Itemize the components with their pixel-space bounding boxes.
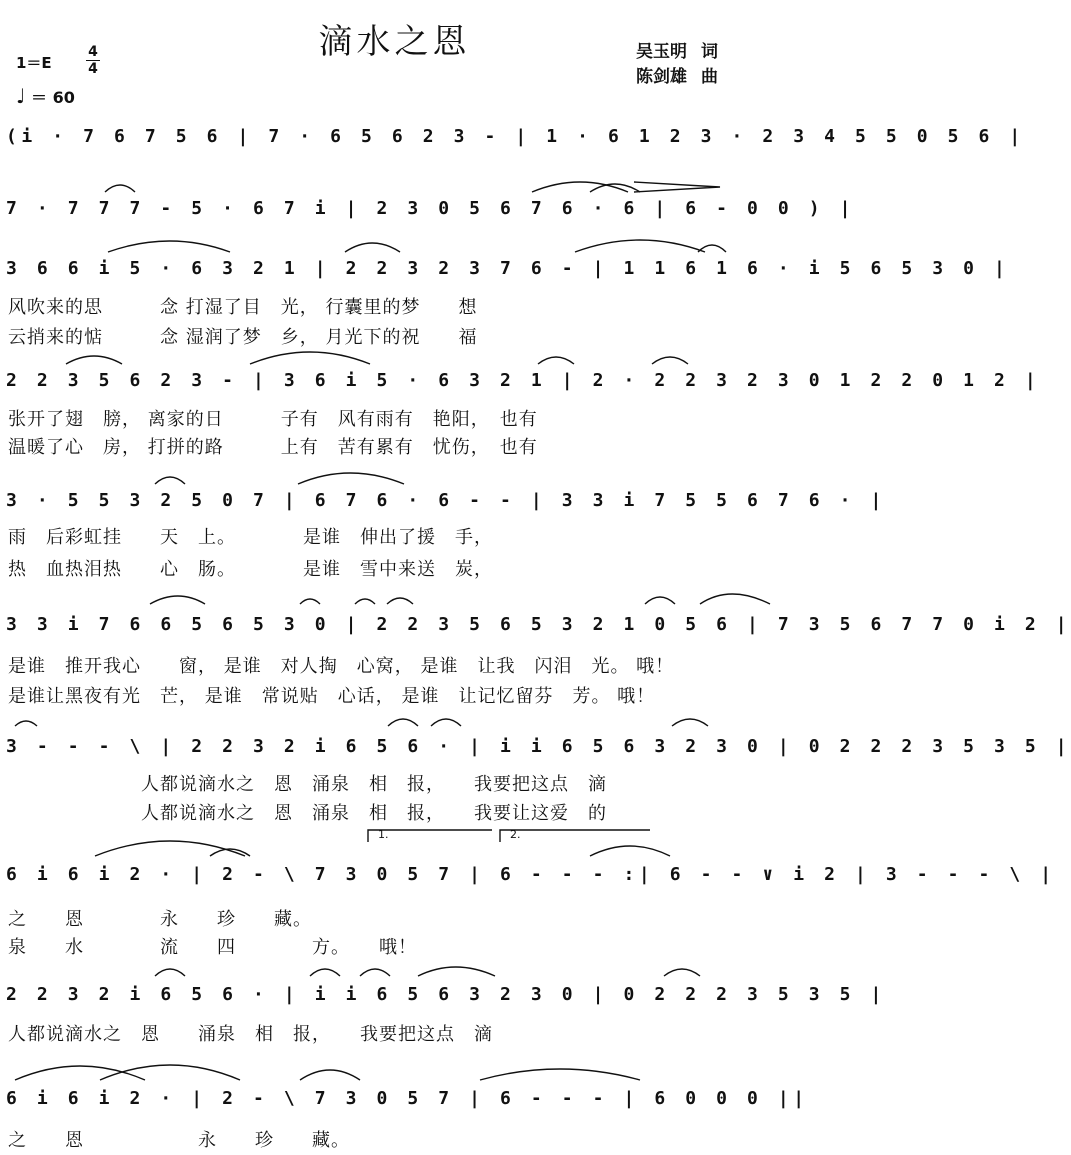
composer-role: 曲	[701, 67, 718, 87]
slur-mark	[387, 598, 413, 604]
quarter-note-icon: ♩	[16, 84, 26, 108]
lyric-verse-2: 温暖了心 房， 打拼的路 上有 苦有累有 忧伤， 也有	[8, 437, 538, 458]
lyric-verse-1: 张开了翅 膀， 离家的日 子有 风有雨有 艳阳， 也有	[8, 409, 538, 430]
volta-1-bracket	[368, 830, 492, 842]
song-title: 滴水之恩	[318, 22, 471, 62]
staff-system-8: 6 i 6 i 2 · | 2 - \ 7 3 0 5 7 | 6 - - - :| 6 - - ∨ i 2 | 3 - - - \ |	[6, 864, 1056, 885]
staff-system-3: 3 6 6 i 5 · 6 3 2 1 | 2 2 3 2 3 7 6 - | 1 1 6 1 6 · i 5 6 5 3 0 |	[6, 258, 1010, 279]
lyricist-name: 吴玉明	[636, 42, 687, 62]
lyric-verse-2: 热 血热泪热 心 肠。 是谁 雪中来送 炭，	[8, 559, 493, 580]
slur-mark	[250, 352, 370, 364]
staff-system-4: 2 2 3 5 6 2 3 - | 3 6 i 5 · 6 3 2 1 | 2 · 2 2 3 2 3 0 1 2 2 0 1 2 |	[6, 370, 1041, 391]
slur-mark	[300, 1070, 360, 1080]
staff-system-7: 3 - - - \ | 2 2 3 2 i 6 5 6 · | i i 6 5 6 3 2 3 0 | 0 2 2 2 3 5 3 5 |	[6, 736, 1071, 757]
time-numerator: 4	[88, 44, 98, 60]
lyric-verse-2: 泉 水 流 四 方。 哦！	[8, 937, 417, 958]
slur-mark	[108, 241, 230, 252]
lyric-verse-1: 是谁 推开我心 窗， 是谁 对人掏 心窝， 是谁 让我 闪泪 光。 哦！	[8, 656, 675, 677]
slur-mark	[100, 1065, 240, 1080]
volta-2-bracket	[500, 830, 650, 842]
slur-mark	[672, 719, 708, 726]
slur-mark	[105, 185, 135, 192]
staff-system-1: (i · 7 6 7 5 6 | 7 · 6 5 6 2 3 - | 1 · 6 1 2 3 · 2 3 4 5 5 0 5 6 |	[6, 126, 1025, 147]
slur-mark	[645, 597, 675, 604]
lyric-verse-1: 雨 后彩虹挂 天 上。 是谁 伸出了援 手，	[8, 527, 493, 548]
lyric-verse-1: 风吹来的思 念 打湿了目 光， 行囊里的梦 想	[8, 297, 478, 318]
tempo-value: ＝ 60	[31, 88, 75, 107]
staff-system-10: 6 i 6 i 2 · | 2 - \ 7 3 0 5 7 | 6 - - - | 6 0 0 0 ||	[6, 1088, 809, 1109]
slur-mark	[300, 599, 320, 604]
slur-mark	[298, 473, 404, 484]
volta-2-label: 2.	[510, 828, 521, 841]
slur-mark	[360, 969, 390, 976]
slur-mark	[538, 357, 574, 364]
key-signature: 1＝E	[16, 54, 52, 72]
slur-mark	[388, 719, 418, 726]
slur-mark	[418, 967, 495, 976]
lyric-verse-1: 人都说滴水之 恩 涌泉 相 报， 我要把这点 滴	[8, 774, 607, 795]
lyric-line: 之 恩 永 珍 藏。	[8, 1130, 350, 1151]
lyricist-role: 词	[701, 42, 718, 62]
slur-mark	[575, 240, 705, 252]
crescendo-hairpin	[634, 182, 720, 192]
slur-mark	[345, 243, 400, 252]
slur-mark	[155, 969, 185, 976]
slur-mark	[652, 357, 688, 364]
slur-mark	[431, 719, 461, 726]
slur-mark	[355, 599, 375, 604]
staff-system-6: 3 3 i 7 6 6 5 6 5 3 0 | 2 2 3 5 6 5 3 2 1 0 5 6 | 7 3 5 6 7 7 0 i 2 |	[6, 614, 1071, 635]
volta-1-label: 1.	[378, 828, 389, 841]
slur-mark	[155, 477, 185, 484]
slur-mark	[700, 594, 770, 604]
slur-mark	[590, 846, 670, 856]
composer-name: 陈剑雄	[636, 67, 687, 87]
staff-system-9: 2 2 3 2 i 6 5 6 · | i i 6 5 6 3 2 3 0 | 0 2 2 2 3 5 3 5 |	[6, 984, 886, 1005]
lyric-verse-2: 人都说滴水之 恩 涌泉 相 报， 我要让这爱 的	[8, 803, 607, 824]
staff-system-2: 7 · 7 7 7 - 5 · 6 7 i | 2 3 0 5 6 7 6 · 6 | 6 - 0 0 ) |	[6, 198, 856, 219]
slur-mark	[664, 969, 700, 976]
slur-mark	[15, 721, 37, 726]
slur-mark	[310, 969, 340, 976]
lyric-verse-2: 云捎来的惦 念 湿润了梦 乡， 月光下的祝 福	[8, 327, 478, 348]
staff-system-5: 3 · 5 5 3 2 5 0 7 | 6 7 6 · 6 - - | 3 3 i 7 5 5 6 7 6 · |	[6, 490, 886, 511]
lyric-verse-2: 是谁让黑夜有光 芒， 是谁 常说贴 心话， 是谁 让记忆留芬 芳。 哦！	[8, 686, 656, 707]
slur-mark	[95, 841, 245, 856]
lyric-verse-1: 之 恩 永 珍 藏。	[8, 909, 312, 930]
slur-mark	[15, 1066, 145, 1080]
slur-mark	[150, 596, 205, 604]
slur-mark	[66, 356, 122, 364]
time-denominator: 4	[86, 60, 100, 77]
lyric-line: 人都说滴水之 恩 涌泉 相 报， 我要把这点 滴	[8, 1024, 493, 1045]
slur-mark	[480, 1069, 640, 1080]
